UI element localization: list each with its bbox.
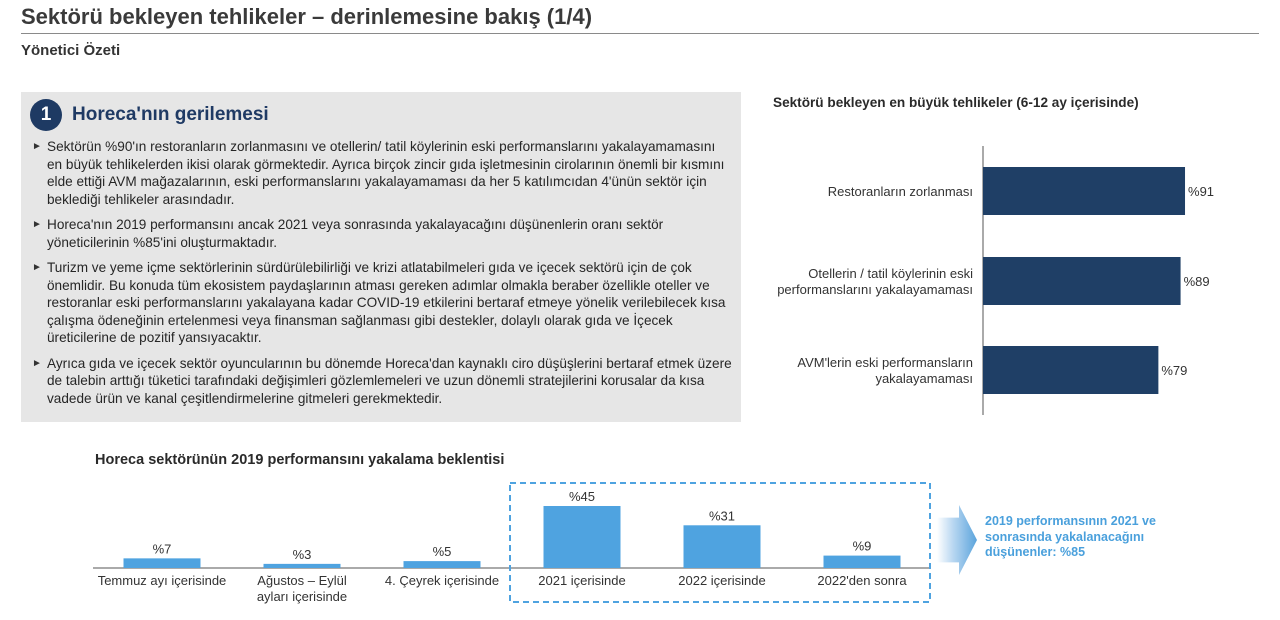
bullet-list: [32, 138, 732, 415]
data-label: %79: [1161, 363, 1188, 378]
bar: [983, 346, 1158, 394]
recovery-bar-chart: [0, 470, 940, 620]
recovery-chart-title: Horeca sektörünün 2019 performansını yakalama beklentisi: [95, 452, 505, 468]
bullet-item: [32, 259, 732, 347]
category-label: performanslarını yakalayamaması: [777, 282, 973, 297]
data-label: %9: [852, 538, 872, 554]
bullet-text: Horeca'nın 2019 performansını ancak 2021 veya sonrasında yakalayacağını düşünenlerin oranı sektör yöneticilerinin %85'ini oluşturmaktadır.: [47, 217, 664, 250]
data-label: %3: [292, 546, 312, 562]
callout-text: 2019 performansının 2021 ve sonrasında yakalanacağını düşünenler: %85: [985, 514, 1156, 559]
bullet-item: [32, 216, 732, 251]
title-divider: [21, 33, 1259, 34]
page-title: Sektörü bekleyen tehlikeler – derinlemesine bakış (1/4): [21, 4, 593, 29]
data-label: %91: [1188, 184, 1215, 199]
threats-chart-title: Sektörü bekleyen en büyük tehlikeler (6-12 ay içerisinde): [773, 95, 1139, 110]
category-label: Ağustos – Eylül: [257, 573, 347, 588]
threats-bar-chart: [760, 140, 1250, 420]
bar: [124, 558, 201, 568]
bullet-item: [32, 138, 732, 208]
category-label: 2022'den sonra: [817, 573, 907, 588]
bar: [684, 525, 761, 568]
category-label: Restoranların zorlanması: [827, 184, 973, 199]
bar: [544, 506, 621, 568]
data-label: %7: [152, 541, 172, 557]
category-label: Otellerin / tatil köylerinin eski: [808, 266, 973, 281]
bullet-text: Sektörün %90'ın restoranların zorlanmasını ve otellerin/ tatil köylerinin eski performanslarını yakalayamamasını en büyük tehlikelerden ikisi olarak görmektedir. Ayrıca birçok zincir gıda işletmesinin cirolarının önemli bir kısmını elde ettiği AVM mağazalarının, eski performanslarını yakalayamaması da her 5 katılımcıdan 4'ünün sektör için beklediği tehlikeler arasındadır.: [47, 139, 725, 207]
category-label: ayları içerisinde: [256, 589, 348, 604]
bullet-arrow-icon: ►: [32, 262, 42, 273]
category-label: yakalayamaması: [875, 371, 973, 386]
data-label: %89: [1183, 274, 1210, 289]
bar: [983, 167, 1185, 215]
bar: [264, 564, 341, 568]
bullet-arrow-icon: ►: [32, 219, 42, 230]
data-label: %5: [432, 544, 452, 560]
data-label: %45: [568, 489, 596, 504]
bullet-arrow-icon: ►: [32, 357, 42, 369]
callout-arrow-icon: [937, 505, 977, 575]
category-label: 4. Çeyrek içerisinde: [384, 573, 500, 588]
section-number-badge: 1: [30, 99, 62, 131]
bullet-item: [32, 355, 732, 408]
bar: [824, 556, 901, 568]
bullet-text: Ayrıca gıda ve içecek sektör oyuncularının bu dönemde Horeca'dan kaynaklı ciro düşüşlerini bertaraf etmek üzere de talebin arttığı tüketici tarafındaki değişimleri gözlemlemeleri ve uzun dönemli stratejilerini korusalar da kısa vadede ürün ve kanal çeşitlendirmelerine gitmeleri gerekmektedir.: [47, 355, 732, 406]
page-subtitle: Yönetici Özeti: [21, 42, 121, 59]
bar: [404, 561, 481, 568]
category-label: AVM'lerin eski performansların: [797, 355, 973, 370]
bullet-text: Turizm ve yeme içme sektörlerinin sürdürülebilirliği ve krizi atlatabilmeleri gıda ve içecek sektörü için de çok önemlidir. Bu konuda tüm ekosistem paydaşlarının atması gereken adımlar olmakla beraber özellikle oteller ve restoranlar eski performanslarını yakalayana kadar COVID-19 etkilerini bertaraf etmeye yönelik verilebilecek kısa çalışma ödeneğinin ertelenmesi veya finansman sağlanması gibi destekler, dolaylı olarak gıda ve İçecek üreticilerine de pozitif yansıyacaktır.: [47, 260, 726, 345]
category-label: 2021 içerisinde: [538, 573, 626, 588]
bar: [983, 257, 1181, 305]
category-label: Temmuz ayı içerisinde: [97, 573, 227, 588]
data-label: %31: [708, 508, 736, 524]
summary-panel: [21, 92, 741, 422]
category-label: 2022 içerisinde: [678, 573, 766, 588]
panel-heading: Horeca'nın gerilemesi: [72, 104, 269, 125]
bullet-arrow-icon: ►: [32, 141, 42, 152]
